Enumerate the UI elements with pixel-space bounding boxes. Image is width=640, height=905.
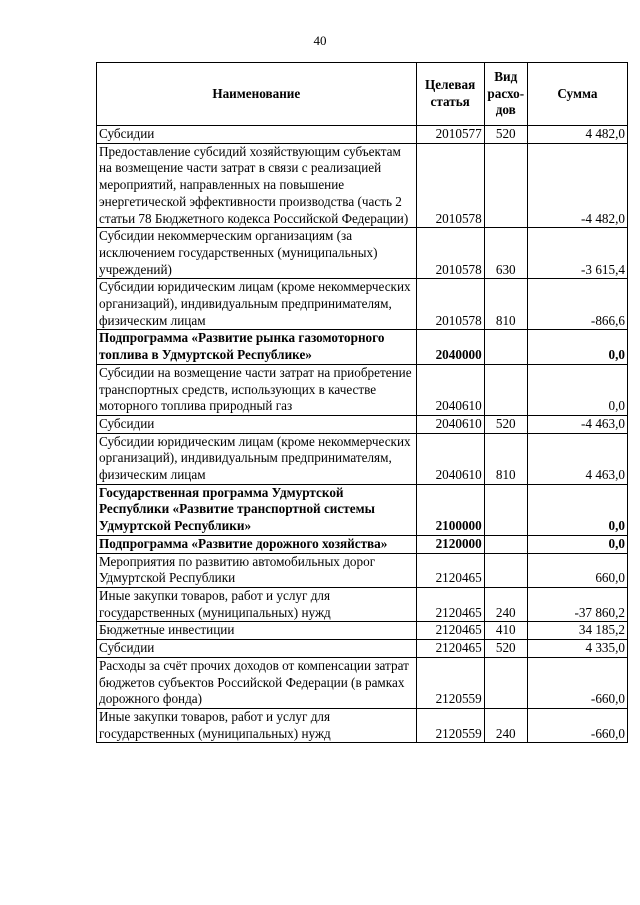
row-vid: 520 (484, 415, 527, 433)
row-sum: -660,0 (527, 657, 627, 708)
row-sum: 4 482,0 (527, 126, 627, 144)
header-name: Наименование (97, 63, 417, 126)
row-code: 2120465 (416, 553, 484, 587)
row-vid: 810 (484, 433, 527, 484)
row-vid: 810 (484, 279, 527, 330)
row-name: Субсидии на возмещение части затрат на приобретение транспортных средств, использующих в качестве моторного топлива природный газ (97, 364, 417, 415)
row-name: Субсидии (97, 640, 417, 658)
table-body (97, 126, 628, 743)
row-sum: 660,0 (527, 553, 627, 587)
row-code: 2120465 (416, 640, 484, 658)
row-name: Мероприятия по развитию автомобильных дорог Удмуртской Республики (97, 553, 417, 587)
table-row (97, 228, 628, 279)
row-vid (484, 657, 527, 708)
row-sum: -37 860,2 (527, 587, 627, 621)
row-vid (484, 143, 527, 228)
row-name: Подпрограмма «Развитие рынка газомоторного топлива в Удмуртской Республике» (97, 330, 417, 364)
table-row (97, 535, 628, 553)
row-code: 2120000 (416, 535, 484, 553)
row-vid (484, 364, 527, 415)
row-vid (484, 330, 527, 364)
table-row (97, 657, 628, 708)
row-name: Иные закупки товаров, работ и услуг для государственных (муниципальных) нужд (97, 587, 417, 621)
row-vid: 520 (484, 640, 527, 658)
row-code: 2010577 (416, 126, 484, 144)
row-sum: -660,0 (527, 708, 627, 742)
row-code: 2120559 (416, 657, 484, 708)
row-code: 2120465 (416, 587, 484, 621)
table-row (97, 484, 628, 535)
row-name: Субсидии (97, 126, 417, 144)
row-name: Иные закупки товаров, работ и услуг для государственных (муниципальных) нужд (97, 708, 417, 742)
budget-table (96, 62, 628, 743)
row-code: 2100000 (416, 484, 484, 535)
row-sum: -866,6 (527, 279, 627, 330)
table-row (97, 143, 628, 228)
row-sum: 4 463,0 (527, 433, 627, 484)
row-code: 2040610 (416, 415, 484, 433)
row-code: 2010578 (416, 228, 484, 279)
row-sum: 34 185,2 (527, 622, 627, 640)
row-sum: -4 482,0 (527, 143, 627, 228)
row-sum: -4 463,0 (527, 415, 627, 433)
table-row (97, 553, 628, 587)
row-name: Расходы за счёт прочих доходов от компенсации затрат бюджетов субъектов Российской Федерации (в рамках дорожного фонда) (97, 657, 417, 708)
row-sum: 0,0 (527, 484, 627, 535)
row-sum: 4 335,0 (527, 640, 627, 658)
row-name: Предоставление субсидий хозяйствующим субъектам на возмещение части затрат в связи с реализацией мероприятий, направленных на повышение энергетической эффективности производства (часть 2 статьи 78 Бюджетного кодекса Российской Федерации) (97, 143, 417, 228)
table-row (97, 622, 628, 640)
row-vid (484, 484, 527, 535)
page-number: 40 (313, 33, 327, 48)
row-name: Подпрограмма «Развитие дорожного хозяйства» (97, 535, 417, 553)
row-code: 2010578 (416, 279, 484, 330)
row-sum: 0,0 (527, 535, 627, 553)
row-code: 2040610 (416, 433, 484, 484)
table-row (97, 640, 628, 658)
row-code: 2010578 (416, 143, 484, 228)
row-sum: -3 615,4 (527, 228, 627, 279)
row-name: Субсидии юридическим лицам (кроме некоммерческих организаций), индивидуальным предпринимателям, физическим лицам (97, 433, 417, 484)
row-code: 2040000 (416, 330, 484, 364)
table-row (97, 126, 628, 144)
row-vid (484, 553, 527, 587)
table-row (97, 708, 628, 742)
row-name: Государственная программа Удмуртской Республики «Развитие транспортной системы Удмуртской Республики» (97, 484, 417, 535)
table-row (97, 330, 628, 364)
header-vid-line1: Вид (494, 68, 518, 84)
header-vid-line3: дов (495, 102, 516, 118)
table-row (97, 433, 628, 484)
table-header (97, 63, 628, 126)
table-row (97, 364, 628, 415)
row-sum: 0,0 (527, 364, 627, 415)
header-vid-line2: расхо- (487, 85, 525, 101)
row-code: 2040610 (416, 364, 484, 415)
row-name: Субсидии (97, 415, 417, 433)
row-vid (484, 535, 527, 553)
row-code: 2120559 (416, 708, 484, 742)
row-vid: 240 (484, 708, 527, 742)
row-name: Бюджетные инвестиции (97, 622, 417, 640)
row-vid: 630 (484, 228, 527, 279)
table-row (97, 279, 628, 330)
table-row (97, 415, 628, 433)
row-sum: 0,0 (527, 330, 627, 364)
table-row (97, 587, 628, 621)
row-code: 2120465 (416, 622, 484, 640)
header-sum: Сумма (527, 63, 627, 126)
header-code: Целевая статья (416, 63, 484, 126)
row-name: Субсидии некоммерческим организациям (за исключением государственных (муниципальных) учреждений) (97, 228, 417, 279)
row-vid: 520 (484, 126, 527, 144)
row-vid: 410 (484, 622, 527, 640)
row-name: Субсидии юридическим лицам (кроме некоммерческих организаций), индивидуальным предпринимателям, физическим лицам (97, 279, 417, 330)
row-vid: 240 (484, 587, 527, 621)
header-vid (484, 63, 527, 126)
